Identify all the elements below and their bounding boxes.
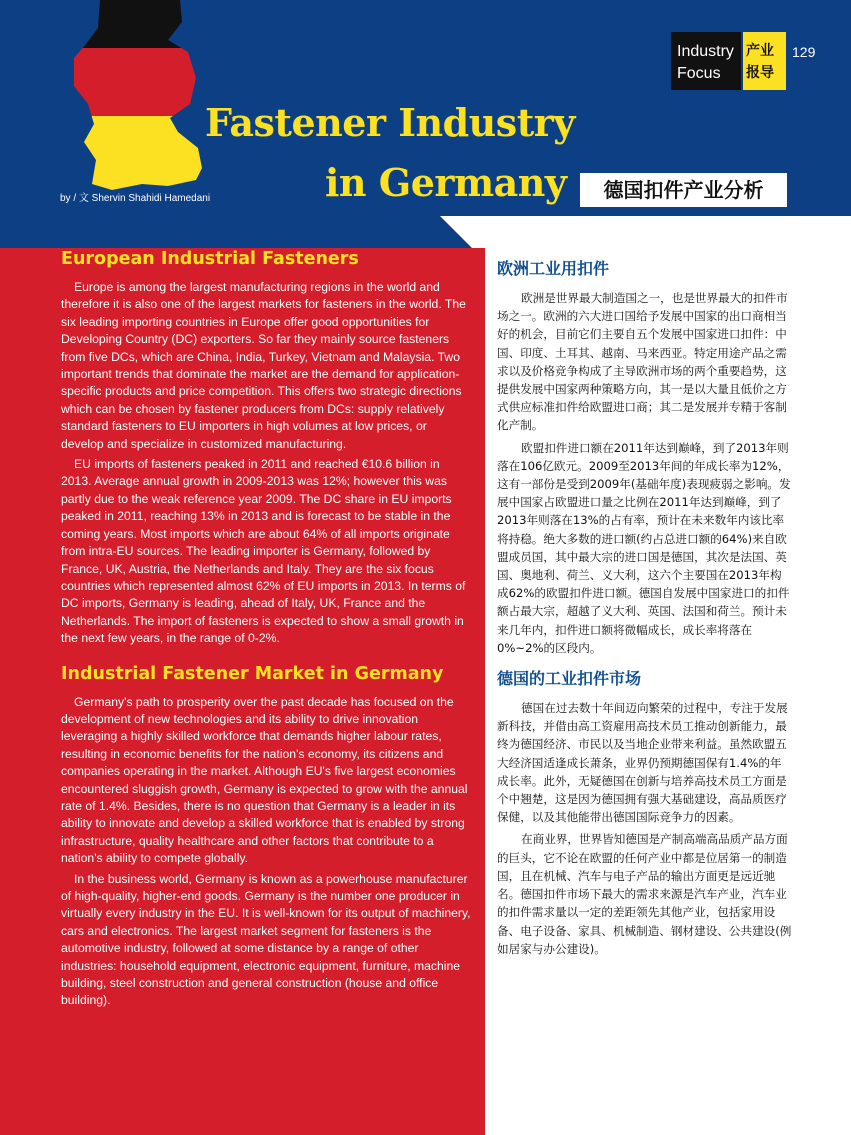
chinese-paragraph-4: 在商业界，世界皆知德国是产制高端高品质产品方面的巨头，它不论在欧盟的任何产业中都是位居第一的制造国，且在机械、汽车与电子产品的输出方面更是远近驰名。德国扣件市场下最大的需求来源是汽车产业，汽车业的扣件需求量以一定的差距领先其他产业，包括家用设备、电子设备、家具、机械制造、钢材建设、公共建设(例如居家与办公建设)。 [497,832,792,956]
chinese-heading-2: 德国的工业扣件市场 [497,669,642,689]
chinese-heading-1: 欧洲工业用扣件 [497,259,610,278]
section-tag-chinese [743,32,786,90]
chinese-column [497,257,793,962]
english-paragraph-3: Germany's path to prosperity over the past decade has focused on the development of new technologies and its ability to drive innovation leveraging a highly skilled workforce that demands higher labour rates, resulting in economic benefits for the nation's economy, its citizens and companies operating in the market. Although EU's five largest economies encountered sluggish growth, Germany is expected to grow with the annual rate of 1.4%. Besides, there is no question that Germany is a leader in its ability to innovate and develop a skilled workforce that is enabled by strong infrastructure, quality healthcare and other factors that contribute to a nation's ability to compete globally. [61,694,468,866]
english-heading-2: Industrial Fastener Market in Germany [61,663,444,684]
english-paragraph-1: Europe is among the largest manufacturing regions in the world and therefore it is also one of the largest markets for fasteners in the world. The six leading importing countries in Europe offer good opportunities for Developing Country (DC) exporters. So far they mainly source fasteners from five DCs, which are China, India, Turkey, Vietnam and Malaysia. Two important trends that dominate the market are the demand for application-specific products and price competition. This offers two strategic directions which can be chosen by fastener producers from DCs: supply relatively standard fasteners to EU importers in high volumes at low prices, or develop and specialize in customized manufacturing. [61,280,466,451]
byline: by / 文 Shervin Shahidi Hamedani [60,193,211,204]
title-line1: Fastener Industry [205,100,575,145]
tag-cn-line2: 报导 [746,65,774,81]
page-number: 129 [792,44,816,60]
chinese-paragraph-1: 欧洲是世界最大制造国之一，也是世界最大的扣件市场之一。欧洲的六大进口国给予发展中国家的出口商相当好的机会，目前它们主要自五个发展中国家进口扣件：中国、印度、土耳其、越南、马来西亚。特定用途产品之需求以及价格竞争构成了主导欧洲市场的两个重要趋势，这提供发展中国家两种策略方向，其一是以大量且低价之方式供应标准扣件给欧盟进口商；其二是发展并专精于客制化产制。 [497,291,788,433]
title-line2: in Germany [325,160,567,205]
english-paragraph-4: In the business world, Germany is known as a powerhouse manufacturer of high-quality, higher-end goods. Germany is the number one producer in virtually every industry in the EU. It is well-known for its output of machinery, cars and electronics. The largest market segment for fasteners is the automotive industry, followed at some distance by a range of other industries: household equipment, electronic equipment, furniture, machine building, steel construction and general construction (house and office building). [61,871,471,1008]
section-tag [671,32,786,90]
english-column [61,247,471,1013]
chinese-subtitle: 德国扣件产业分析 [580,173,787,207]
tag-cn-line1: 产业 [746,43,774,59]
section-tag-english [671,32,741,90]
chinese-paragraph-3: 德国在过去数十年间迈向繁荣的过程中，专注于发展新科技，并借由高工资雇用高技术员工推动创新能力，最终为德国经济、市民以及当地企业带来利益。虽然欧盟五大经济国适逢成长萧条，业界仍预期德国保有1.4%的年成长率。此外，无疑德国在创新与培养高技术员工方面是个中翘楚，这是因为德国拥有强大基础建设，高品质医疗保健，以及其他能带出德国国际竞争力的因素。 [497,701,788,825]
tag-en-line2: Focus [677,65,721,82]
english-heading-1: European Industrial Fasteners [61,249,359,269]
chinese-paragraph-2: 欧盟扣件进口额在2011年达到巅峰，到了2013年则落在106亿欧元。2009至2013年间的年成长率为12%，这有一部份是受到2009年(基础年度)表现疲弱之影响。发展中国家占欧盟进口量之比例在2011年达到巅峰，到了2013年则落在13%的占有率，预计在未来数年内该比率将持稳。绝大多数的进口额(约占总进口额的64%)来自欧盟成员国，其中最大宗的进口国是德国，其次是法国、英国、奥地利、荷兰、义大利，这六个主要国在2013年构成62%的欧盟扣件进口额。德国自发展中国家进口的扣件额占最大宗，超越了义大利、英国、法国和荷兰。预计未来几年内，扣件进口额将微幅成长，成长率将落在0%~2%的区段内。 [497,440,791,655]
english-paragraph-2: EU imports of fasteners peaked in 2011 and reached €10.6 billion in 2013. Average annual growth in 2009-2013 was 12%; however this was partly due to the weak reference year 2009. The DC share in EU imports peaked in 2011, reaching 13% in 2013 and is forecast to be stable in the coming years. Most imports which are about 64% of all imports originate from intra-EU sources. The leading importer is Germany, followed by France, UK, Austria, the Netherlands and Italy. They are the six focus countries which represented almost 62% of EU imports in 2013. In terms of DC imports, Germany is leading, ahead of Italy, UK, France and the Netherlands. The import of fasteners is expected to show a small growth in the next few years, in the range of 0-2%. [61,457,466,646]
tag-en-line1: Industry [677,43,734,60]
